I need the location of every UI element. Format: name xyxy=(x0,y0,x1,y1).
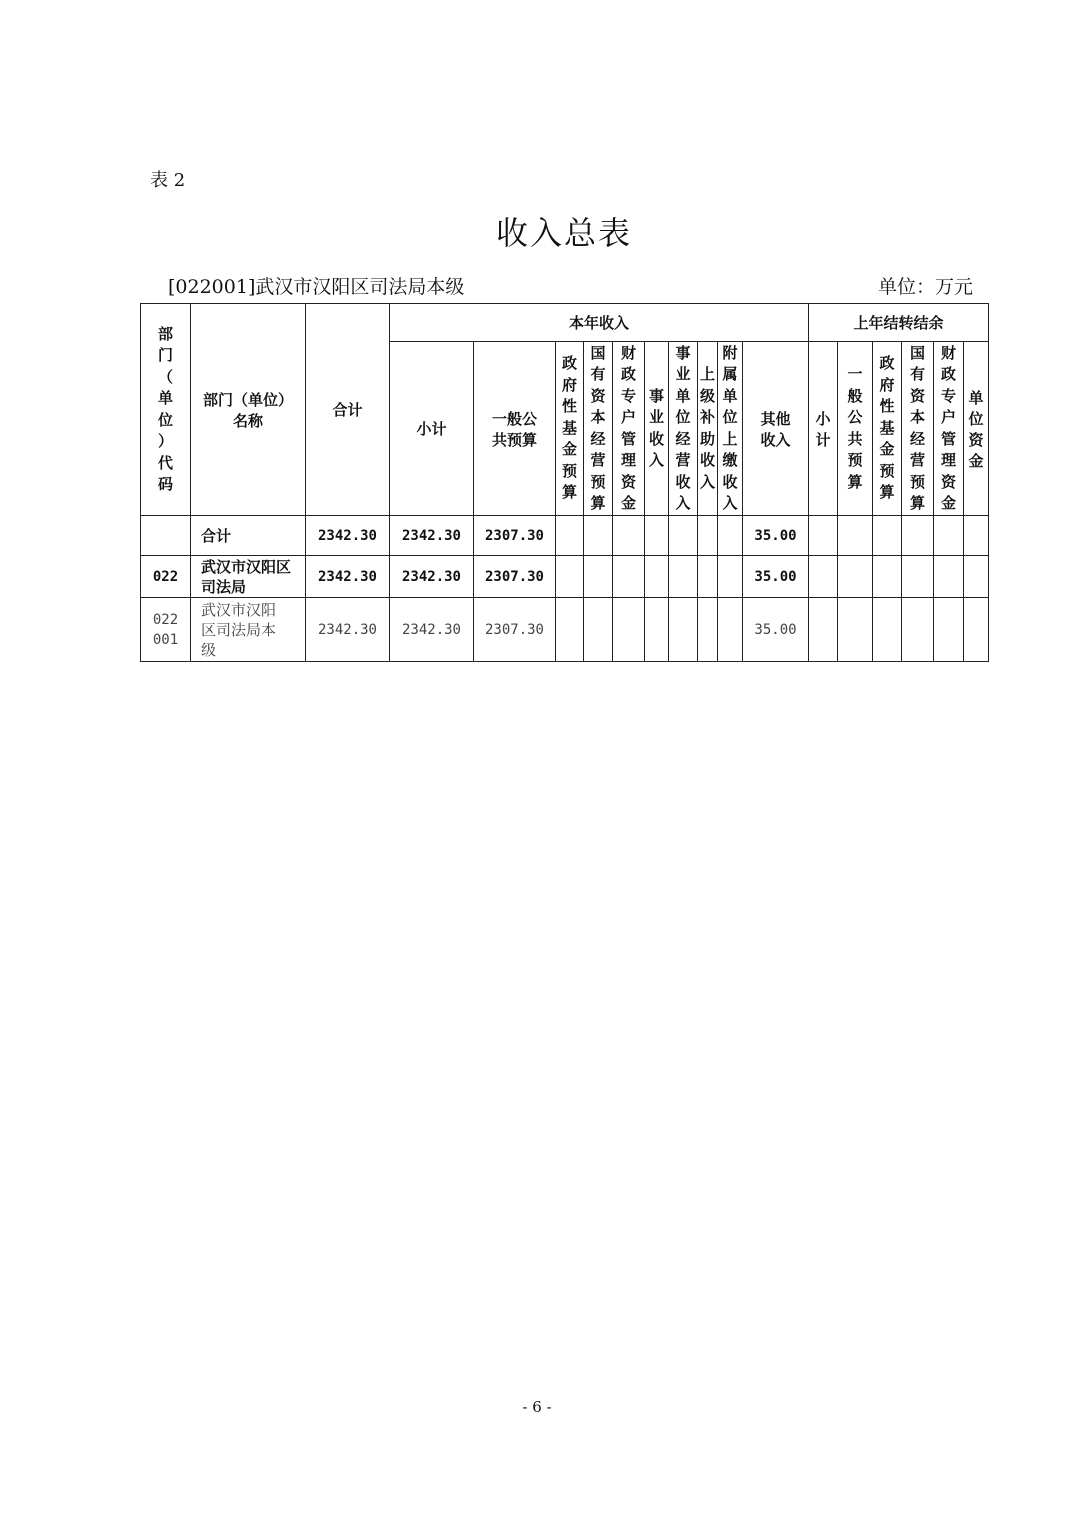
header-carry-subtotal: 小 计 xyxy=(809,342,838,516)
row-general: 2307.30 xyxy=(474,556,556,598)
row-code: 022 xyxy=(141,556,191,598)
header-superior-subsidy: 上 级 补 助 收 入 xyxy=(698,342,718,516)
header-state-capital: 国 有 资 本 经 营 预 算 xyxy=(584,342,613,516)
page-number: - 6 - xyxy=(522,1398,552,1416)
header-gov-fund: 政 府 性 基 金 预 算 xyxy=(556,342,584,516)
header-current-income: 本年收入 xyxy=(390,304,809,342)
header-fiscal-special: 财 政 专 户 管 理 资 金 xyxy=(613,342,645,516)
row-subtotal: 2342.30 xyxy=(390,556,474,598)
row-general: 2307.30 xyxy=(474,598,556,662)
unit-label: 单位：万元 xyxy=(878,276,974,298)
table-number: 表 2 xyxy=(150,170,186,191)
header-biz-unit-income: 事 业 单 位 经 营 收 入 xyxy=(669,342,698,516)
income-summary-table xyxy=(140,303,989,662)
table-row xyxy=(141,556,989,598)
header-carry-general: 一 般 公 共 预 算 xyxy=(838,342,873,516)
row-name: 合计 xyxy=(191,516,306,556)
organization-label: [022001]武汉市汉阳区司法局本级 xyxy=(168,276,465,298)
header-subtotal: 小计 xyxy=(390,342,474,516)
header-total: 合计 xyxy=(306,304,390,516)
row-other: 35.00 xyxy=(743,556,809,598)
row-code: 022001 xyxy=(141,598,191,662)
table-row xyxy=(141,598,989,662)
header-carry-gov-fund: 政 府 性 基 金 预 算 xyxy=(873,342,902,516)
row-total: 2342.30 xyxy=(306,598,390,662)
row-total: 2342.30 xyxy=(306,556,390,598)
header-affiliated-income: 附 属 单 位 上 缴 收 入 xyxy=(718,342,743,516)
row-name: 武汉市汉阳区司法局本级 xyxy=(191,598,306,662)
header-code: 部 门 （ 单 位 ） 代 码 xyxy=(141,304,191,516)
header-name: 部门（单位） 名称 xyxy=(191,304,306,516)
row-subtotal: 2342.30 xyxy=(390,516,474,556)
row-general: 2307.30 xyxy=(474,516,556,556)
page-title: 收入总表 xyxy=(495,214,632,252)
header-general-budget: 一般公 共预算 xyxy=(474,342,556,516)
row-total: 2342.30 xyxy=(306,516,390,556)
row-name: 武汉市汉阳区司法局 xyxy=(191,556,306,598)
row-code xyxy=(141,516,191,556)
row-other: 35.00 xyxy=(743,516,809,556)
header-carryover: 上年结转结余 xyxy=(809,304,989,342)
row-subtotal: 2342.30 xyxy=(390,598,474,662)
header-other-income: 其他 收入 xyxy=(743,342,809,516)
header-carry-fiscal: 财 政 专 户 管 理 资 金 xyxy=(934,342,964,516)
header-business-income: 事 业 收 入 xyxy=(645,342,669,516)
header-carry-state-capital: 国 有 资 本 经 营 预 算 xyxy=(902,342,934,516)
row-other: 35.00 xyxy=(743,598,809,662)
table-row xyxy=(141,516,989,556)
header-carry-unit-funds: 单位 资金 xyxy=(964,342,989,516)
